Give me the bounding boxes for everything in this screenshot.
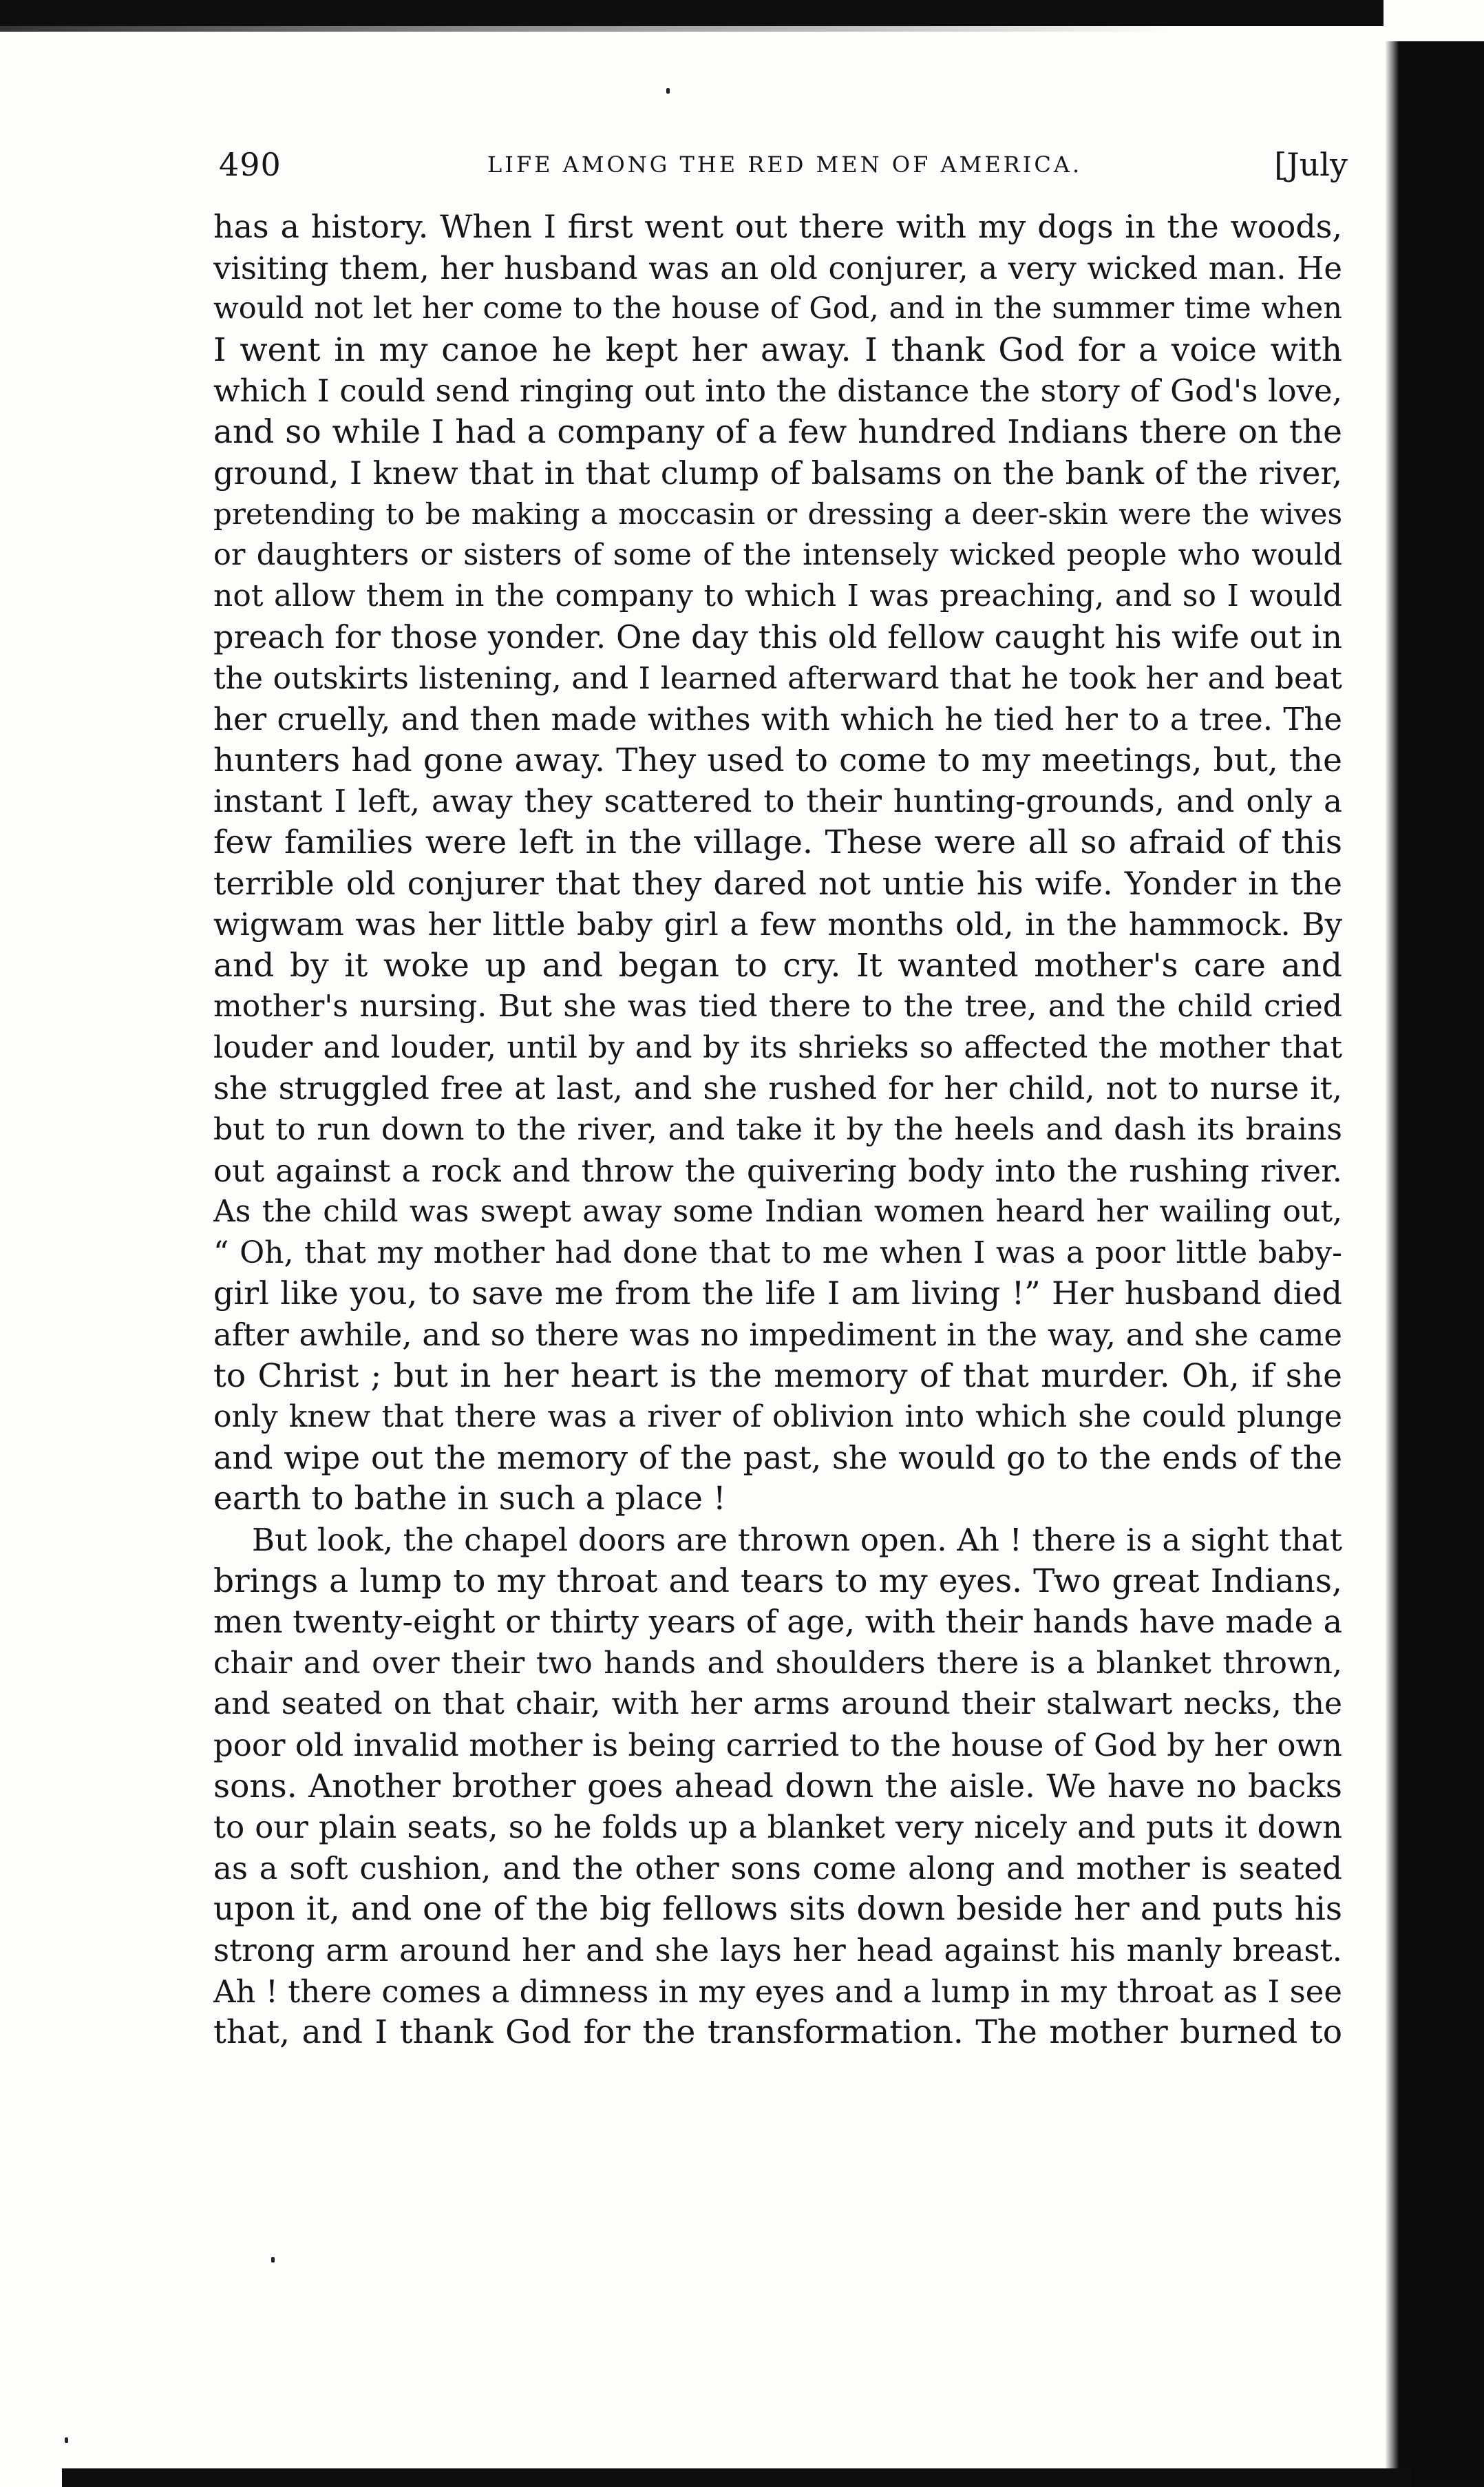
text-line: earth to bathe in such a place ! <box>213 1480 726 1518</box>
text-line: instant I left, away they scattered to their hunting-grounds, and only a <box>213 783 1342 820</box>
text-line: to Christ ; but in her heart is the memory of that murder. Oh, if she <box>213 1356 1342 1395</box>
text-line: girl like you, to save me from the life I am living !” Her husband died <box>213 1274 1342 1312</box>
text-line: “ Oh, that my mother had done that to me when I was a poor little baby- <box>213 1235 1342 1270</box>
text-line: brings a lump to my throat and tears to my eyes. Two great Indians, <box>213 1562 1342 1600</box>
text-line: has a history. When I first went out there with my dogs in the woods, <box>213 208 1342 245</box>
scan-right-shadow <box>1385 41 1399 2487</box>
text-line: to our plain seats, so he folds up a blanket very nicely and puts it down <box>213 1809 1342 1846</box>
running-title: LIFE AMONG THE RED MEN OF AMERICA. <box>487 151 1083 178</box>
text-line: that, and I thank God for the transformation. The mother burned to <box>213 2013 1342 2052</box>
text-line: preach for those yonder. One day this old fellow caught his wife out in <box>213 618 1342 655</box>
text-line: her cruelly, and then made withes with which he tied her to a tree. The <box>213 701 1342 738</box>
body-text <box>213 207 1342 2053</box>
text-line: and so while I had a company of a few hundred Indians there on the <box>213 412 1342 451</box>
text-line: louder and louder, until by and by its shrieks so affected the mother that <box>213 1029 1342 1065</box>
text-line: chair and over their two hands and shoulders there is a blanket thrown, <box>213 1645 1342 1681</box>
text-line: not allow them in the company to which I was preaching, and so I would <box>213 578 1342 614</box>
text-line: sons. Another brother goes ahead down the aisle. We have no backs <box>213 1767 1342 1805</box>
scan-bottom-border <box>62 2468 1411 2487</box>
text-line: wigwam was her little baby girl a few months old, in the hammock. By <box>213 906 1342 943</box>
text-line: but to run down to the river, and take it by the heels and dash its brains <box>213 1112 1342 1148</box>
scan-speck <box>666 88 670 94</box>
scan-speck <box>271 2257 275 2263</box>
text-line: pretending to be making a moccasin or dressing a deer-skin were the wives <box>213 497 1342 532</box>
text-line: as a soft cushion, and the other sons come along and mother is seated <box>213 1849 1342 1887</box>
text-line: the outskirts listening, and I learned afterward that he took her and beat <box>213 660 1342 696</box>
text-line: strong arm around her and she lays her head against his manly breast. <box>213 1931 1342 1969</box>
text-line: would not let her come to the house of God, and in the summer time when <box>213 291 1342 326</box>
text-line: she struggled free at last, and she rushed for her child, not to nurse it, <box>213 1070 1342 1107</box>
text-line: As the child was swept away some Indian women heard her wailing out, <box>213 1194 1342 1230</box>
scan-top-border <box>0 0 1384 26</box>
text-line: terrible old conjurer that they dared not untie his wife. Yonder in the <box>213 864 1342 902</box>
text-line: I went in my canoe he kept her away. I thank God for a voice with <box>213 330 1342 369</box>
text-line: ground, I knew that in that clump of balsams on the bank of the river, <box>213 454 1342 492</box>
text-line: only knew that there was a river of oblivion into which she could plunge <box>213 1399 1342 1435</box>
text-line: poor old invalid mother is being carried to the house of God by her own <box>213 1726 1342 1763</box>
scan-top-shadow <box>0 26 1170 32</box>
text-line: mother's nursing. But she was tied there to the tree, and the child cried <box>213 989 1342 1025</box>
text-line: after awhile, and so there was no impediment in the way, and she came <box>213 1316 1342 1354</box>
scan-speck <box>65 2437 68 2443</box>
text-line: But look, the chapel doors are thrown open. Ah ! there is a sight that <box>252 1522 1342 1558</box>
text-line: men twenty-eight or thirty years of age, with their hands have made a <box>213 1603 1342 1641</box>
text-line: Ah ! there comes a dimness in my eyes and a lump in my throat as I see <box>213 1973 1342 2010</box>
running-date: [July <box>1274 146 1348 183</box>
text-line: and by it woke up and began to cry. It wanted mother's care and <box>213 946 1342 985</box>
text-line: out against a rock and throw the quivering body into the rushing river. <box>213 1152 1342 1189</box>
page-number: 490 <box>219 146 282 183</box>
text-line: few families were left in the village. These were all so afraid of this <box>213 823 1342 861</box>
scan-right-border <box>1399 41 1484 2487</box>
paragraph <box>213 207 1342 1520</box>
text-line: visiting them, her husband was an old conjurer, a very wicked man. He <box>213 249 1342 286</box>
text-line: or daughters or sisters of some of the intensely wicked people who would <box>213 537 1342 572</box>
text-line: upon it, and one of the big fellows sits down beside her and puts his <box>213 1890 1342 1929</box>
paragraph <box>213 1520 1342 2053</box>
text-line: hunters had gone away. They used to come to my meetings, but, the <box>213 741 1342 779</box>
text-line: and wipe out the memory of the past, she would go to the ends of the <box>213 1438 1342 1476</box>
text-line: which I could send ringing out into the distance the story of God's love, <box>213 372 1342 410</box>
running-header <box>219 146 1348 190</box>
text-line: and seated on that chair, with her arms around their stalwart necks, the <box>213 1686 1342 1722</box>
